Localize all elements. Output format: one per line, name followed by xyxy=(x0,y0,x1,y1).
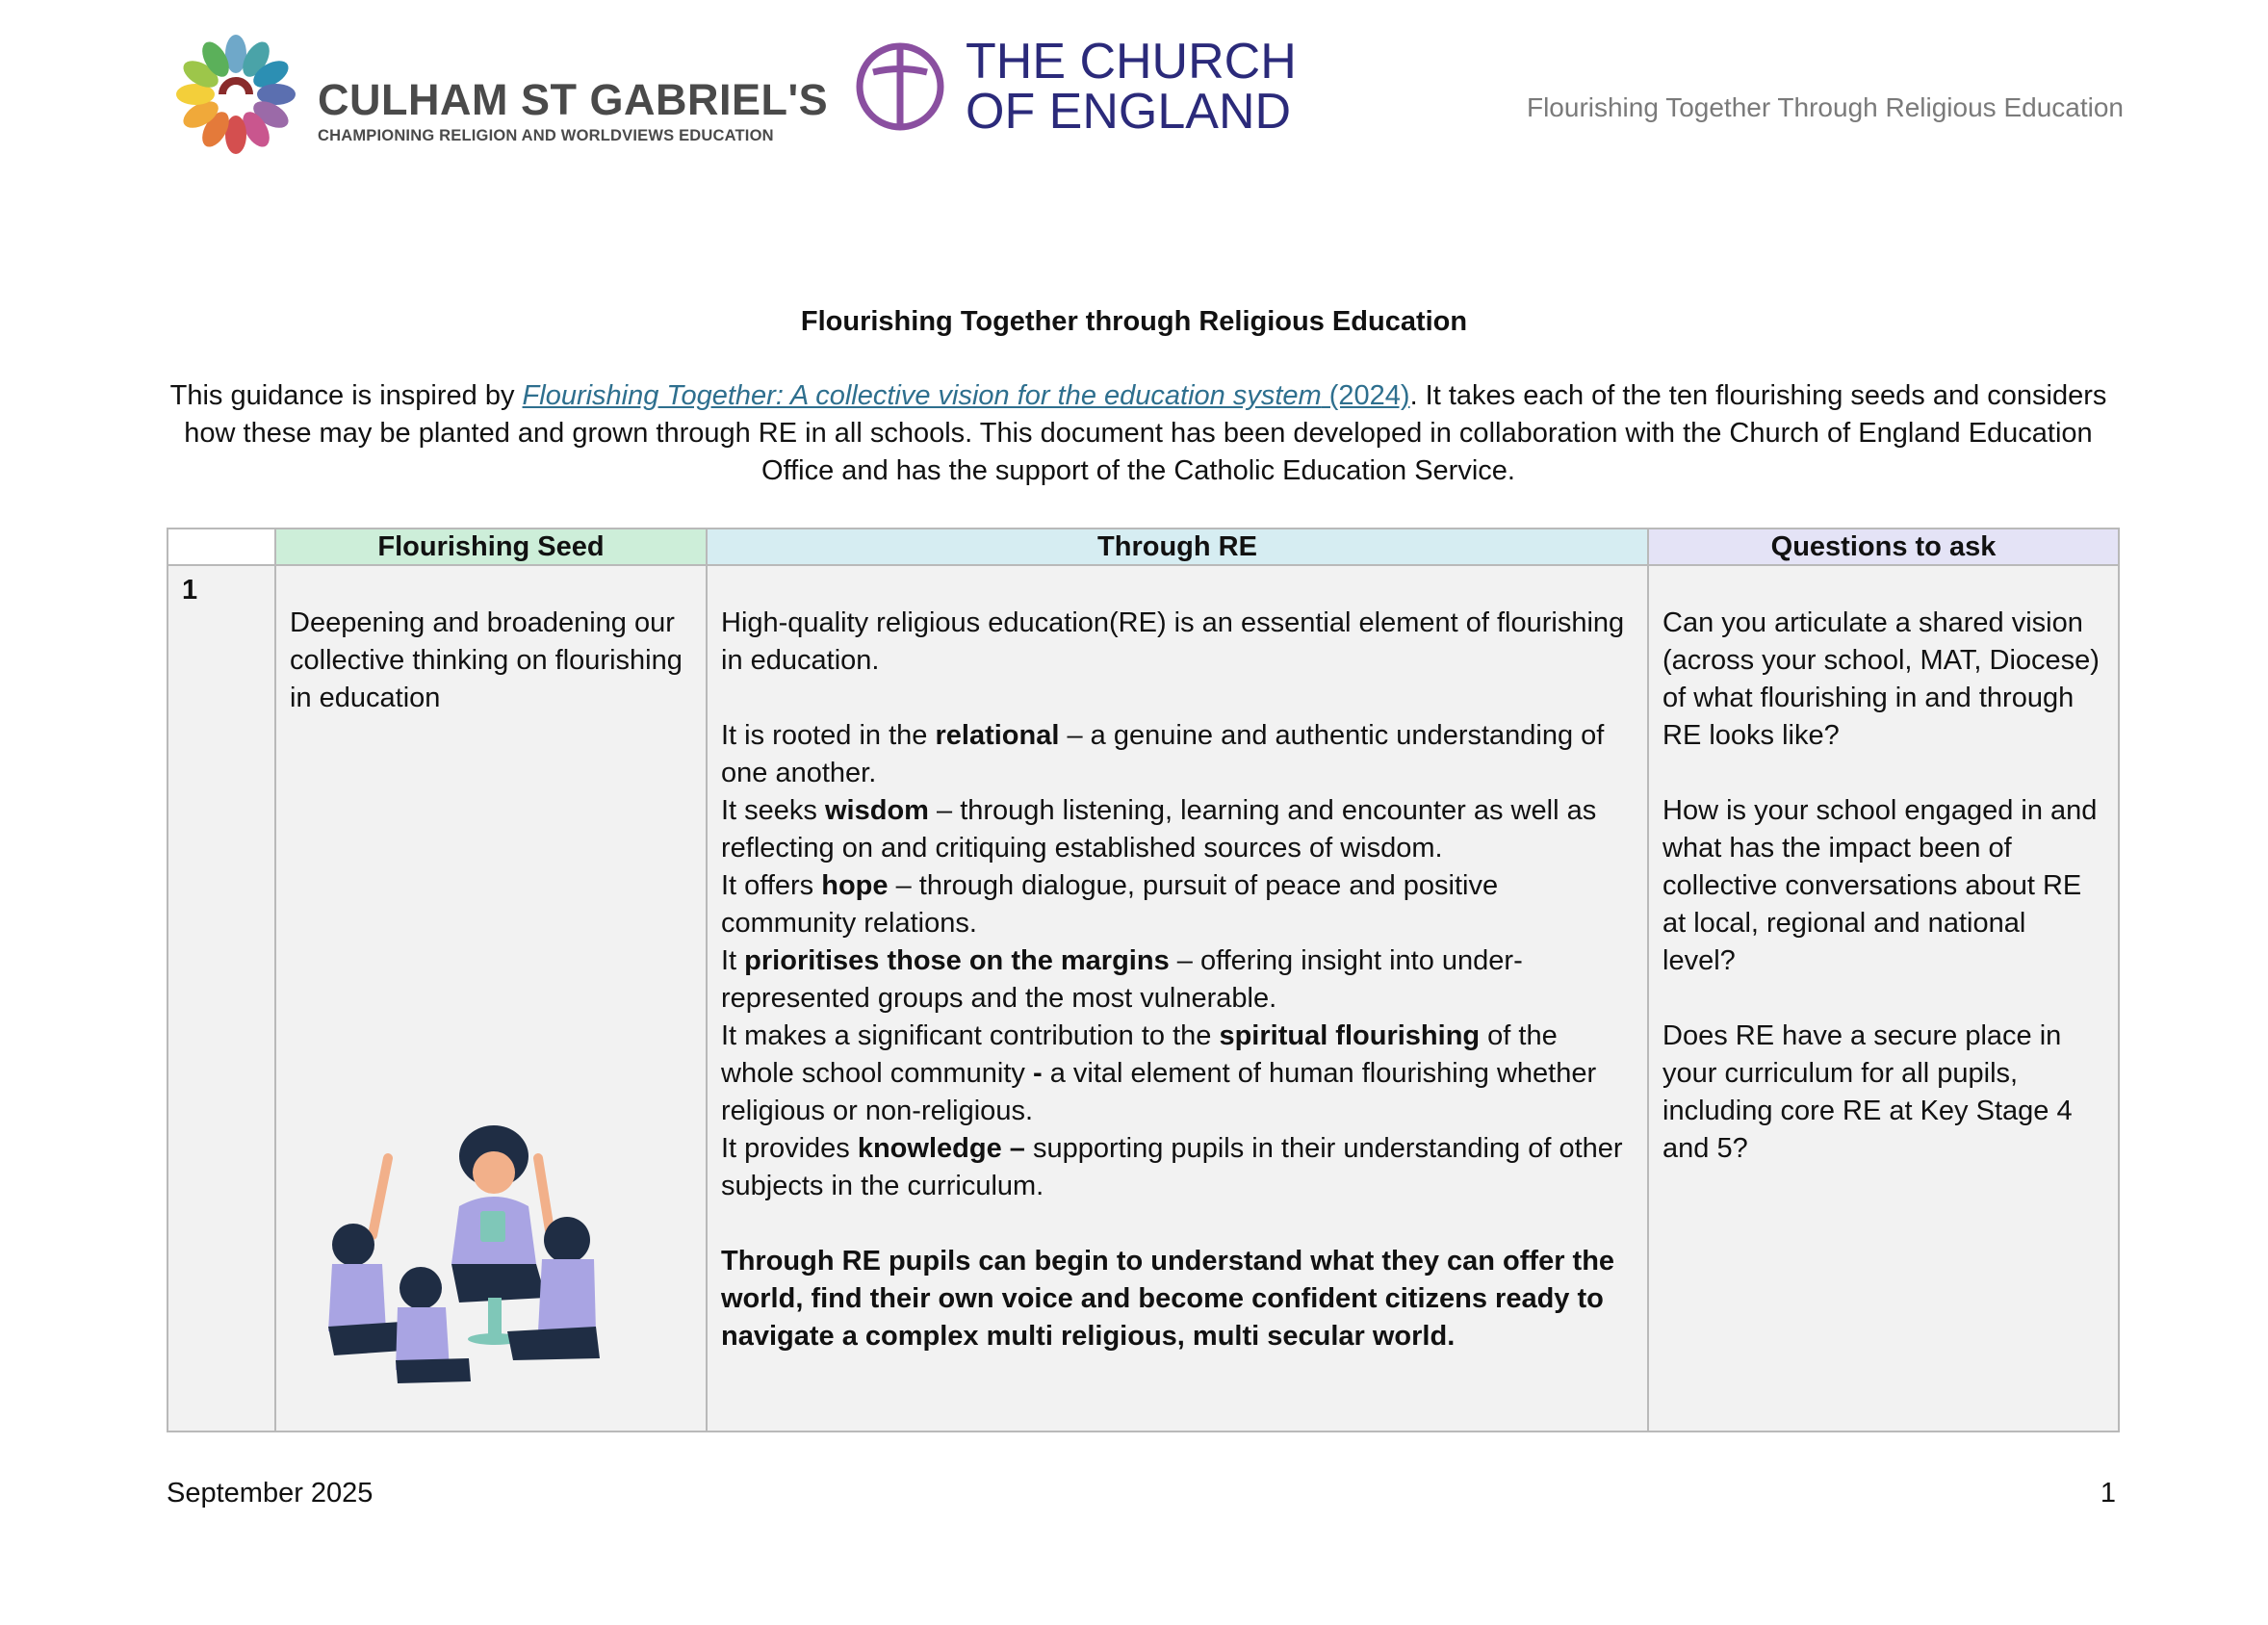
intro-paragraph xyxy=(164,377,2113,490)
running-header-title: Flourishing Together Through Religious Education xyxy=(1526,92,2124,122)
re-intro: High-quality religious education(RE) is an essential element of flourishing in education. xyxy=(721,607,1625,676)
coe-logo-line2: OF ENGLAND xyxy=(966,84,1292,140)
seed-cell xyxy=(275,565,707,1432)
seed-text: Deepening and broadening our collective thinking on flourishing in education xyxy=(290,607,683,713)
page-number: 1 xyxy=(2100,1478,2116,1509)
header-through-re: Through RE xyxy=(707,529,1648,565)
header-number xyxy=(168,529,275,565)
table-row xyxy=(168,565,2119,1432)
questions-cell xyxy=(1648,565,2119,1432)
flourishing-table xyxy=(167,528,2120,1432)
children-reading-illustration xyxy=(315,1120,652,1389)
re-spiritual: It makes a significant contribution to the spiritual flourishing of the whole school community - a vital element of human flourishing whether religious or non-religious. xyxy=(721,1020,1597,1126)
re-relational: It is rooted in the relational – a genuine and authentic understanding of one another. xyxy=(721,720,1605,788)
table-header-row xyxy=(168,529,2119,565)
through-re-cell xyxy=(707,565,1648,1432)
footer-date: September 2025 xyxy=(167,1478,374,1509)
re-hope: It offers hope – through dialogue, pursuit of peace and positive community relations. xyxy=(721,870,1499,939)
re-margins: It prioritises those on the margins – offering insight into under-represented groups and the most vulnerable. xyxy=(721,945,1523,1014)
document-title: Flourishing Together through Religious Education xyxy=(800,306,1468,337)
culham-logo xyxy=(164,25,829,179)
question-item: How is your school engaged in and what has the impact been of collective conversations about RE at local, regional and national level? xyxy=(1662,795,2098,976)
re-wisdom: It seeks wisdom – through listening, learning and encounter as well as reflecting on and critiquing established sources of wisdom. xyxy=(721,795,1597,864)
question-item: Does RE have a secure place in your curriculum for all pupils, including core RE at Key Stage 4 and 5? xyxy=(1662,1020,2073,1164)
intro-text-end: . It takes each of the ten flourishing seeds and considers how these may be planted and grown through RE in all schools. This document has been developed in collaboration with the Church of England Education Office and has the support of the Catholic Education Service. xyxy=(184,380,2107,486)
cross-circle-icon xyxy=(852,39,948,135)
header-questions: Questions to ask xyxy=(1648,529,2119,565)
header-flourishing-seed: Flourishing Seed xyxy=(275,529,707,565)
link-year[interactable]: (2024) xyxy=(1321,380,1410,411)
church-of-england-logo xyxy=(852,34,1304,142)
row-number: 1 xyxy=(168,565,275,1432)
intro-text-start: This guidance is inspired by xyxy=(169,380,523,411)
flower-logo-icon xyxy=(164,25,308,169)
culham-logo-tagline: CHAMPIONING RELIGION AND WORLDVIEWS EDUCATION xyxy=(318,127,774,144)
flourishing-together-link[interactable]: Flourishing Together: A collective vision for the education system xyxy=(522,380,1322,411)
question-item: Can you articulate a shared vision (across your school, MAT, Diocese) of what flourishing in and through RE looks like? xyxy=(1662,607,2100,751)
page-header xyxy=(0,0,2268,193)
coe-logo-line1: THE CHURCH xyxy=(966,34,1297,90)
culham-logo-name: CULHAM ST GABRIEL'S xyxy=(318,75,829,124)
re-knowledge: It provides knowledge – supporting pupils in their understanding of other subjects in the curriculum. xyxy=(721,1133,1623,1201)
re-conclusion: Through RE pupils can begin to understand what they can offer the world, find their own voice and become confident citizens ready to navigate a complex multi religious, multi secular world. xyxy=(721,1246,1615,1352)
